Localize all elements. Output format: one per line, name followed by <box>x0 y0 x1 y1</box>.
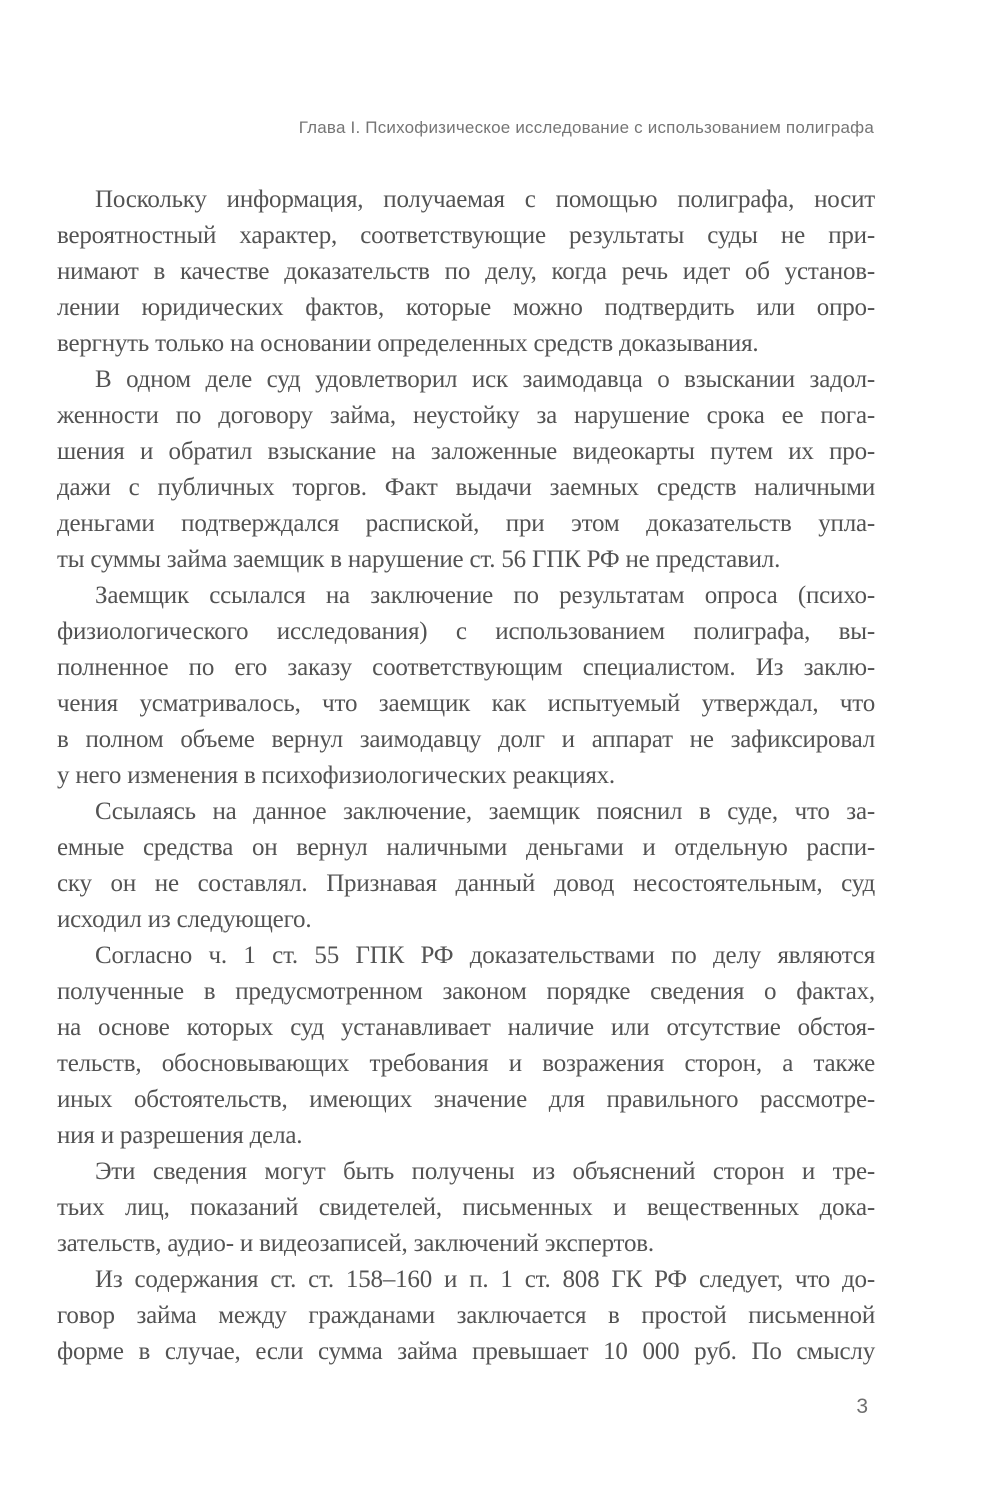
text-line: ния и разрешения дела. <box>57 1122 303 1149</box>
body-text <box>57 182 875 1370</box>
text-line: Заемщик ссылался на заключение по результатам опроса (психо- <box>95 582 875 609</box>
text-line: ску он не составлял. Признавая данный довод несостоятельным, суд <box>57 870 875 897</box>
paragraph <box>57 1154 875 1262</box>
text-line: на основе которых суд устанавливает наличие или отсутствие обстоя- <box>57 1014 875 1041</box>
text-line: шения и обратил взыскание на заложенные видеокарты путем их про- <box>57 438 875 465</box>
paragraph <box>57 1262 875 1370</box>
text-line: деньгами подтверждался распиской, при этом доказательств упла- <box>57 510 875 537</box>
paragraph <box>57 938 875 1154</box>
text-line: исходил из следующего. <box>57 906 312 933</box>
text-line: иных обстоятельств, имеющих значение для правильного рассмотре- <box>57 1086 875 1113</box>
text-line: нимают в качестве доказательств по делу, когда речь идет об установ- <box>57 258 875 285</box>
text-line: зательств, аудио- и видеозаписей, заключений экспертов. <box>57 1230 654 1257</box>
text-line: ты суммы займа заемщик в нарушение ст. 56 ГПК РФ не представил. <box>57 546 781 573</box>
paragraph <box>57 794 875 938</box>
text-line: в полном объеме вернул заимодавцу долг и аппарат не зафиксировал <box>57 726 875 753</box>
text-line: полученные в предусмотренном законом порядке сведения о фактах, <box>57 978 875 1005</box>
text-line: лении юридических фактов, которые можно подтвердить или опро- <box>57 294 875 321</box>
paragraph <box>57 362 875 578</box>
text-line: емные средства он вернул наличными деньгами и отдельную распи- <box>57 834 875 861</box>
paragraph <box>57 182 875 362</box>
text-line: тьих лиц, показаний свидетелей, письменных и вещественных дока- <box>57 1194 875 1221</box>
text-line: Из содержания ст. ст. 158–160 и п. 1 ст. 808 ГК РФ следует, что до- <box>95 1266 875 1293</box>
text-line: дажи с публичных торгов. Факт выдачи заемных средств наличными <box>57 474 875 501</box>
paragraph <box>57 578 875 794</box>
running-header: Глава I. Психофизическое исследование с использованием полиграфа <box>298 118 874 137</box>
page-number: 3 <box>856 1395 868 1418</box>
text-line: вергнуть только на основании определенных средств доказывания. <box>57 330 759 357</box>
text-line: форме в случае, если сумма займа превышает 10 000 руб. По смыслу <box>57 1338 875 1365</box>
text-line: женности по договору займа, неустойку за нарушение срока ее пога- <box>57 402 875 429</box>
text-line: полненное по его заказу соответствующим специалистом. Из заклю- <box>57 654 875 681</box>
text-line: тельств, обосновывающих требования и возражения сторон, а также <box>57 1050 875 1077</box>
text-line: у него изменения в психофизиологических реакциях. <box>57 762 615 789</box>
text-line: Эти сведения могут быть получены из объяснений сторон и тре- <box>95 1158 875 1185</box>
text-line: Поскольку информация, получаемая с помощью полиграфа, носит <box>95 186 875 213</box>
text-line: чения усматривалось, что заемщик как испытуемый утверждал, что <box>57 690 875 717</box>
text-line: В одном деле суд удовлетворил иск заимодавца о взыскании задол- <box>95 366 875 393</box>
text-line: говор займа между гражданами заключается в простой письменной <box>57 1302 875 1329</box>
text-line: Согласно ч. 1 ст. 55 ГПК РФ доказательствами по делу являются <box>95 942 875 969</box>
text-line: физиологического исследования) с использованием полиграфа, вы- <box>57 618 875 645</box>
text-line: вероятностный характер, соответствующие результаты суды не при- <box>57 222 875 249</box>
text-line: Ссылаясь на данное заключение, заемщик пояснил в суде, что за- <box>95 798 875 825</box>
